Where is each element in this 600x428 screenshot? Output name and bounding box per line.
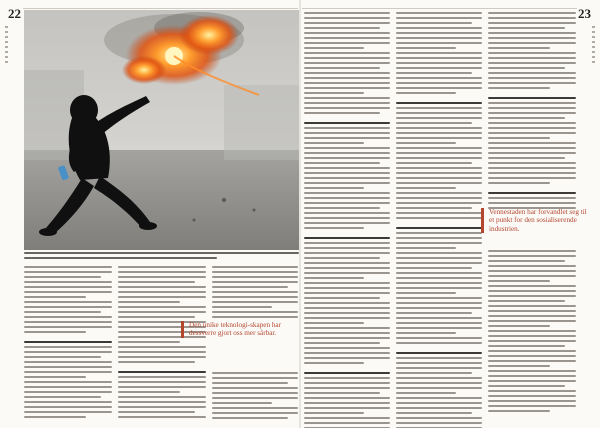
left-page-top-rule bbox=[23, 8, 298, 9]
right-column-3-lower bbox=[488, 250, 576, 415]
right-pull-quote: Vennestaden har forvandlet seg til et punkt for den sosialiserende industrien. bbox=[481, 208, 587, 233]
right-running-head bbox=[592, 26, 595, 96]
riot-photo bbox=[24, 10, 299, 250]
left-column-3 bbox=[212, 266, 298, 321]
left-column-3-lower bbox=[212, 372, 298, 422]
spread-gutter bbox=[299, 0, 301, 428]
right-page-top-rule bbox=[302, 8, 577, 9]
photo-caption bbox=[24, 252, 299, 262]
left-pull-quote: Den unike teknologi-skapen har dessverre gjort oss mer sårbar. bbox=[181, 321, 289, 338]
right-column-2 bbox=[396, 12, 482, 428]
left-column-1 bbox=[24, 266, 112, 421]
left-running-head bbox=[5, 26, 8, 96]
left-column-2 bbox=[118, 266, 206, 421]
right-page-number: 23 bbox=[578, 6, 591, 21]
right-column-3 bbox=[488, 12, 576, 212]
left-page-number: 22 bbox=[8, 6, 21, 21]
right-column-1 bbox=[304, 12, 390, 428]
